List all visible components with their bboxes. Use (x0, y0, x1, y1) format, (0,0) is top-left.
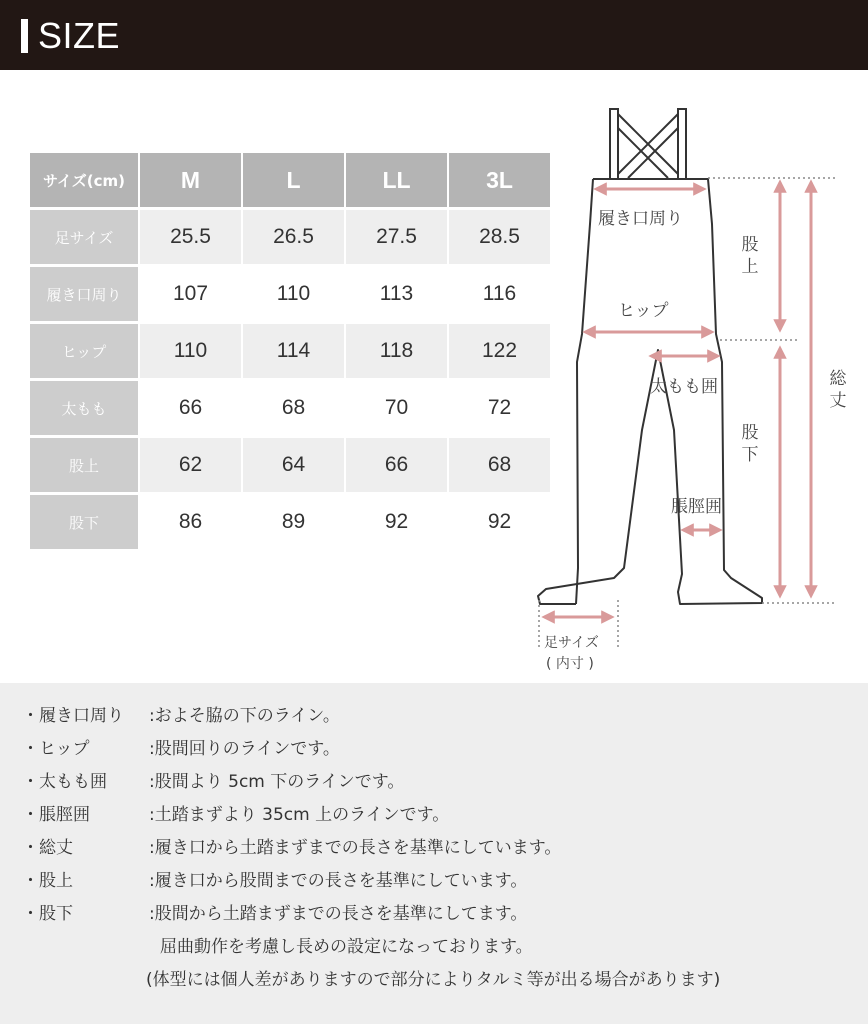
size-table (28, 150, 552, 552)
table-cell: 113 (346, 267, 447, 321)
note-continuation: 屈曲動作を考慮し長めの設定になっております。 (160, 937, 533, 957)
note-desc: :およそ脇の下のライン。 (149, 706, 340, 726)
table-cell: 68 (449, 438, 550, 492)
foot-label: 足サイズ (544, 635, 599, 651)
table-row (30, 267, 550, 321)
suspenders (610, 109, 686, 179)
note-desc: :股間から土踏まずまでの長さを基準にしてます。 (149, 904, 528, 924)
measurement-arrows (544, 182, 811, 617)
note-desc: :股間回りのラインです。 (149, 739, 340, 759)
row-label: ヒップ (30, 324, 138, 378)
rise-label: 股上 (741, 235, 759, 277)
foot-note: ( 内寸 ) (546, 656, 594, 672)
table-row (30, 381, 550, 435)
table-cell: 72 (449, 381, 550, 435)
column-header: M (140, 153, 241, 207)
note-term: ・履き口周り (22, 706, 124, 726)
table-cell: 27.5 (346, 210, 447, 264)
table-cell: 66 (346, 438, 447, 492)
table-cell: 107 (140, 267, 241, 321)
table-row (30, 324, 550, 378)
row-label: 足サイズ (30, 210, 138, 264)
table-cell: 28.5 (449, 210, 550, 264)
note-desc: :履き口から股間までの長さを基準にしています。 (149, 871, 528, 891)
row-label: 股上 (30, 438, 138, 492)
table-cell: 68 (243, 381, 344, 435)
thigh-label: 太もも囲 (650, 377, 718, 397)
table-cell: 122 (449, 324, 550, 378)
table-cell: 116 (449, 267, 550, 321)
note-term: ・太もも囲 (22, 772, 107, 792)
table-cell: 89 (243, 495, 344, 549)
note-term: ・股下 (22, 904, 73, 924)
page-title: SIZE (38, 15, 121, 56)
table-cell: 25.5 (140, 210, 241, 264)
table-cell: 26.5 (243, 210, 344, 264)
table-row (30, 438, 550, 492)
total-length-label: 総丈 (829, 369, 847, 411)
table-cell: 92 (449, 495, 550, 549)
column-header: LL (346, 153, 447, 207)
reference-dotted-lines (539, 178, 836, 650)
column-header: 3L (449, 153, 550, 207)
note-term: ・股上 (22, 871, 73, 891)
row-label: 履き口周り (30, 267, 138, 321)
table-corner-label: サイズ(cm) (30, 153, 138, 207)
table-cell: 86 (140, 495, 241, 549)
wader-diagram (520, 100, 868, 680)
opening-label: 履き口周り (598, 209, 683, 229)
note-term: ・総丈 (22, 838, 73, 858)
table-cell: 62 (140, 438, 241, 492)
table-cell: 110 (140, 324, 241, 378)
header-banner (0, 0, 868, 70)
note-desc: :股間より 5cm 下のラインです。 (149, 772, 405, 792)
table-cell: 66 (140, 381, 241, 435)
note-desc: :履き口から土踏まずまでの長さを基準にしています。 (149, 838, 562, 858)
note-desc: :土踏まずより 35cm 上のラインです。 (149, 805, 450, 825)
table-cell: 110 (243, 267, 344, 321)
table-cell: 64 (243, 438, 344, 492)
inseam-label: 股下 (741, 423, 759, 465)
note-term: ・脹脛囲 (22, 805, 90, 825)
notes-section (0, 683, 868, 1024)
table-cell: 114 (243, 324, 344, 378)
row-label: 太もも (30, 381, 138, 435)
hip-label: ヒップ (618, 301, 669, 321)
note-disclaimer: (体型には個人差がありますので部分によりタルミ等が出る場合があります) (146, 970, 721, 990)
table-row (30, 210, 550, 264)
column-header: L (243, 153, 344, 207)
header-accent-bar (21, 19, 28, 53)
table-cell: 92 (346, 495, 447, 549)
table-cell: 70 (346, 381, 447, 435)
row-label: 股下 (30, 495, 138, 549)
table-cell: 118 (346, 324, 447, 378)
table-row (30, 495, 550, 549)
note-term: ・ヒップ (22, 739, 90, 759)
calf-label: 脹脛囲 (671, 497, 722, 517)
table-header-row (30, 153, 550, 207)
